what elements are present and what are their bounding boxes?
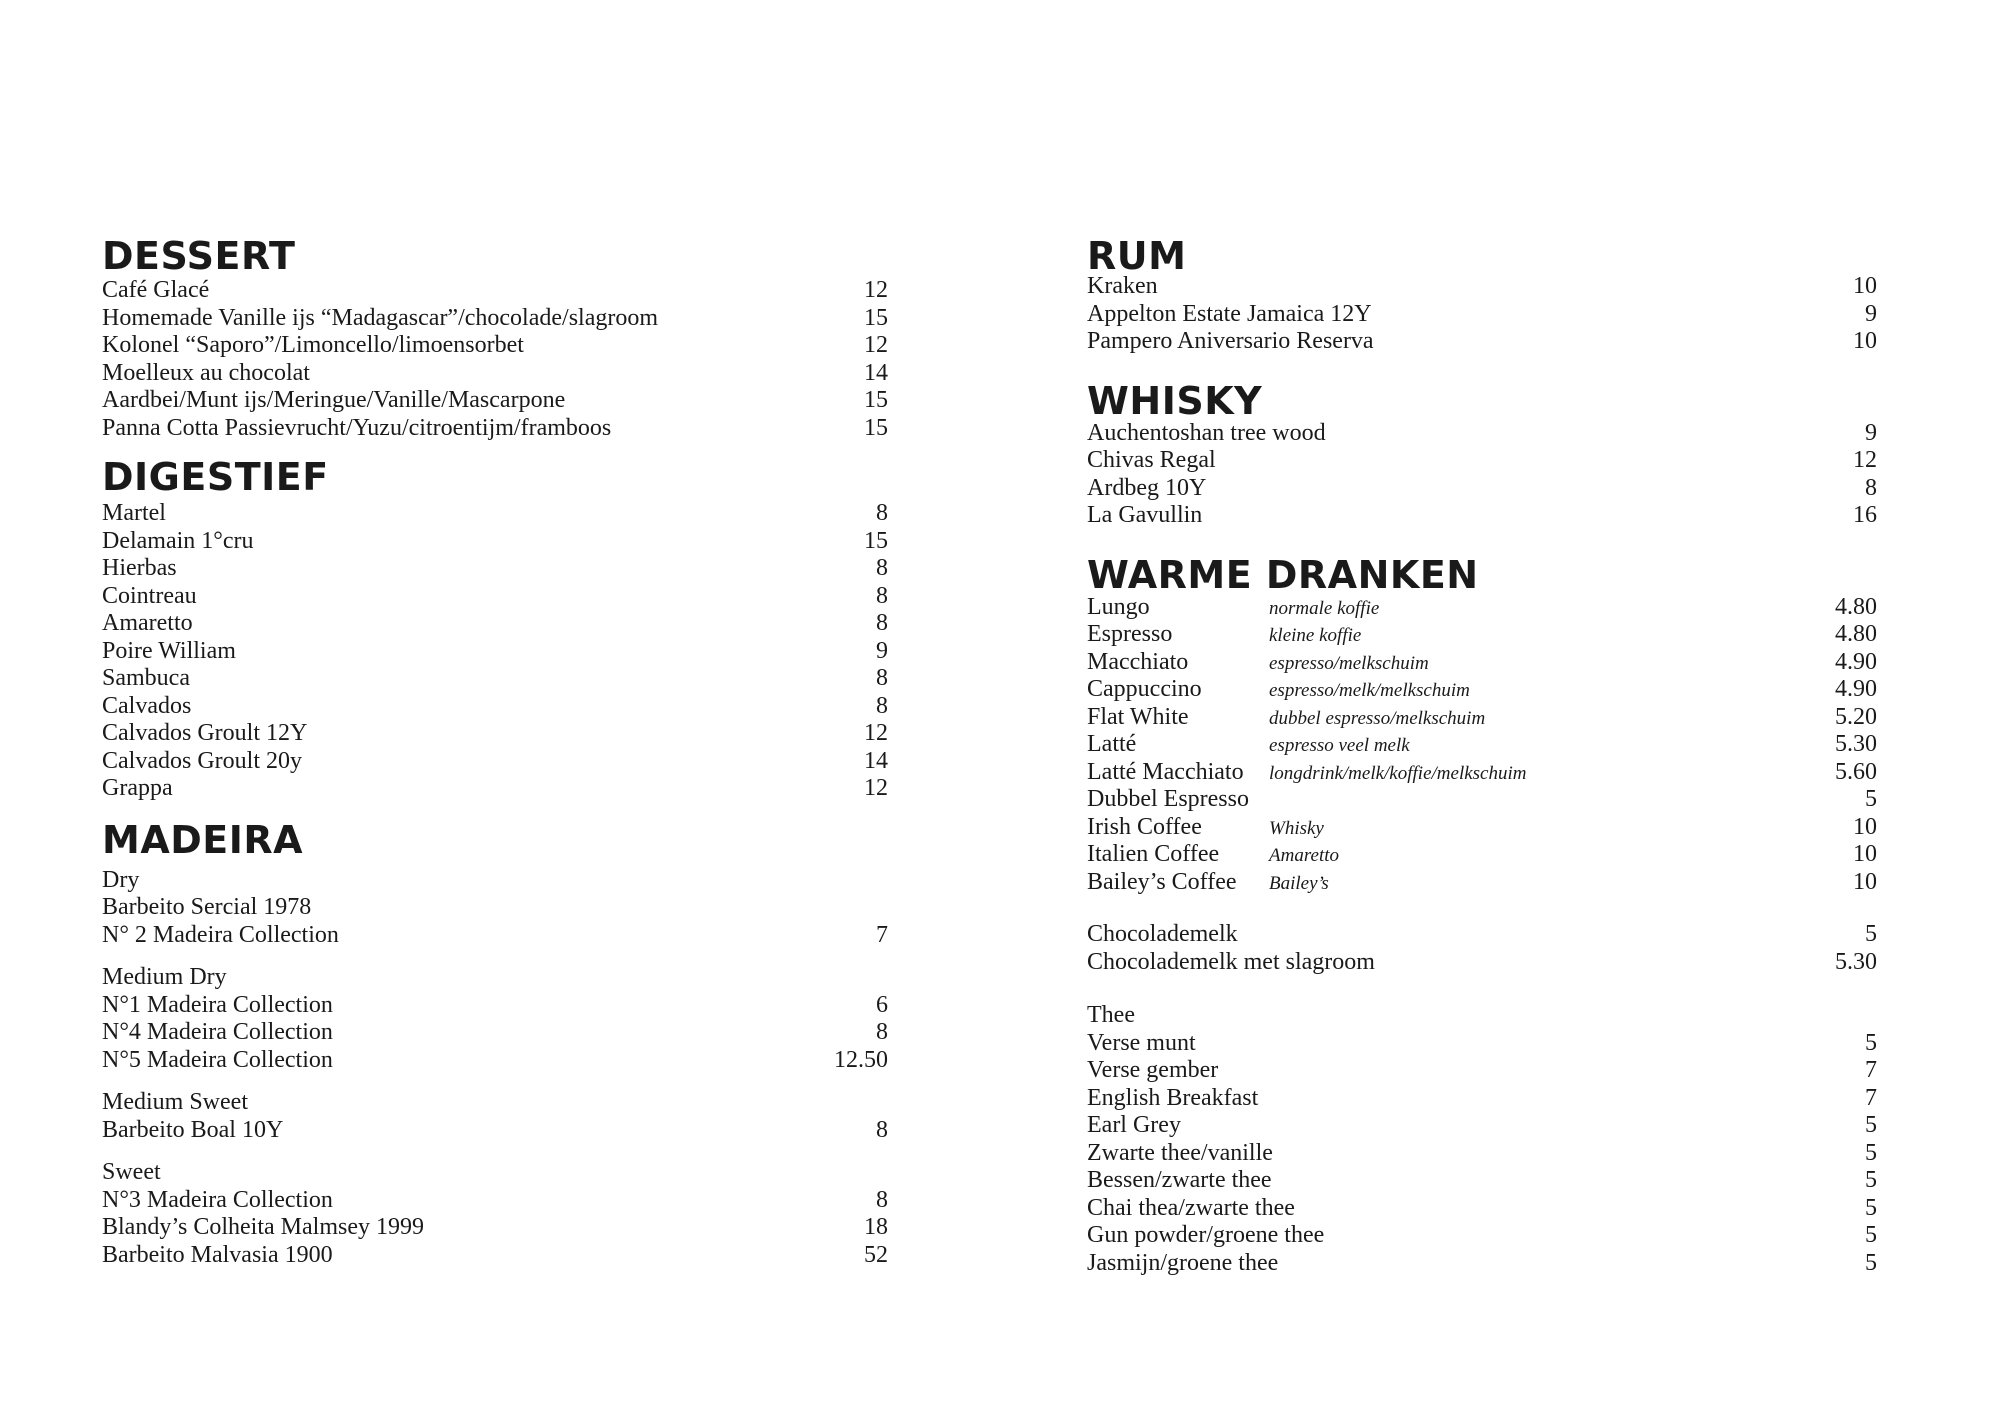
chocolate-list bbox=[1087, 921, 1877, 976]
menu-item: Italien Coffee Amaretto 10 bbox=[1087, 841, 1877, 867]
group-label: Medium Dry bbox=[102, 964, 227, 990]
menu-item: La Gavullin 16 bbox=[1087, 502, 1877, 528]
menu-item: Calvados 8 bbox=[102, 692, 888, 719]
menu-item: Sambuca 8 bbox=[102, 665, 888, 691]
menu-item: Chai thea/zwarte thee 5 bbox=[1087, 1194, 1877, 1221]
menu-item: N°4 Madeira Collection 8 bbox=[102, 1019, 888, 1045]
menu-item: Poire William 9 bbox=[102, 637, 888, 664]
section-digestief bbox=[102, 454, 888, 803]
menu-item: Zwarte thee/vanille 5 bbox=[1087, 1139, 1877, 1166]
menu-item: Chocolademelk met slagroom 5.30 bbox=[1087, 948, 1877, 975]
menu-item: Auchentoshan tree wood 9 bbox=[1087, 419, 1877, 446]
menu-item: Bailey’s Coffee Bailey’s 10 bbox=[1087, 868, 1877, 895]
right-column bbox=[1087, 233, 1877, 1277]
menu-item: Pampero Aniversario Reserva 10 bbox=[1087, 328, 1877, 354]
menu-item: Café Glacé 12 bbox=[102, 277, 888, 303]
menu-item: Moelleux au chocolat 14 bbox=[102, 359, 888, 386]
section-warme-dranken bbox=[1087, 552, 1877, 1278]
menu-item: Verse munt 5 bbox=[1087, 1029, 1877, 1056]
menu-item: Calvados Groult 20y 14 bbox=[102, 747, 888, 774]
madeira-group-medium-dry bbox=[102, 964, 888, 1074]
group-label: Thee bbox=[1087, 1002, 1135, 1028]
menu-item: Hierbas 8 bbox=[102, 555, 888, 581]
menu-item: Chivas Regal 12 bbox=[1087, 447, 1877, 473]
menu-item: Amaretto 8 bbox=[102, 610, 888, 636]
menu-item: Blandy’s Colheita Malmsey 1999 18 bbox=[102, 1214, 888, 1240]
menu-item: Earl Grey 5 bbox=[1087, 1112, 1877, 1138]
section-title: DESSERT bbox=[102, 234, 296, 278]
menu-item: Irish Coffee Whisky 10 bbox=[1087, 813, 1877, 840]
section-title: WHISKY bbox=[1087, 378, 1263, 423]
menu-item: Cappuccino espresso/melk/melkschuim 4.90 bbox=[1087, 676, 1877, 702]
section-title: WARME DRANKEN bbox=[1087, 552, 1479, 597]
menu-item: Verse gember 7 bbox=[1087, 1057, 1877, 1083]
menu-item: Panna Cotta Passievrucht/Yuzu/citroentijm/framboos 15 bbox=[102, 414, 888, 441]
menu-item: Latté Macchiato longdrink/melk/koffie/melkschuim 5.60 bbox=[1087, 758, 1877, 785]
tea-list bbox=[1087, 1002, 1877, 1277]
menu-item: Jasmijn/groene thee 5 bbox=[1087, 1249, 1877, 1276]
section-rum bbox=[1087, 233, 1877, 356]
group-label: Medium Sweet bbox=[102, 1089, 248, 1115]
menu-item: Barbeito Boal 10Y 8 bbox=[102, 1116, 888, 1143]
menu-item: N°3 Madeira Collection 8 bbox=[102, 1186, 888, 1213]
menu-item: Dubbel Espresso 5 bbox=[1087, 786, 1877, 812]
menu-item: Delamain 1°cru 15 bbox=[102, 527, 888, 554]
menu-item: N°5 Madeira Collection 12.50 bbox=[102, 1046, 888, 1073]
dessert-list bbox=[102, 277, 888, 442]
menu-item: Latté espresso veel melk 5.30 bbox=[1087, 731, 1877, 757]
menu-item: Espresso kleine koffie 4.80 bbox=[1087, 621, 1877, 647]
madeira-group-sweet bbox=[102, 1159, 888, 1269]
menu-item: Ardbeg 10Y 8 bbox=[1087, 474, 1877, 501]
menu-item: N°1 Madeira Collection 6 bbox=[102, 991, 888, 1018]
madeira-group-dry bbox=[102, 867, 888, 950]
menu-item: English Breakfast 7 bbox=[1087, 1084, 1877, 1111]
rum-list bbox=[1087, 273, 1877, 356]
menu-item: Bessen/zwarte thee 5 bbox=[1087, 1167, 1877, 1193]
menu-item: Aardbei/Munt ijs/Meringue/Vanille/Mascarpone 15 bbox=[102, 387, 888, 413]
menu-item: Kraken 10 bbox=[1087, 273, 1877, 299]
section-whisky bbox=[1087, 378, 1877, 530]
menu-item: N° 2 Madeira Collection 7 bbox=[102, 921, 888, 948]
group-label: Dry bbox=[102, 866, 140, 893]
menu-item: Grappa 12 bbox=[102, 775, 888, 801]
left-column bbox=[102, 233, 888, 1269]
menu-item: Homemade Vanille ijs “Madagascar”/chocolade/slagroom 15 bbox=[102, 304, 888, 331]
menu-item: Chocolademelk 5 bbox=[1087, 921, 1877, 947]
coffee-list bbox=[1087, 594, 1877, 897]
menu-item: Kolonel “Saporo”/Limoncello/limoensorbet 12 bbox=[102, 332, 888, 358]
menu-item: Calvados Groult 12Y 12 bbox=[102, 720, 888, 746]
menu-item: Barbeito Malvasia 1900 52 bbox=[102, 1241, 888, 1268]
menu-item: Appelton Estate Jamaica 12Y 9 bbox=[1087, 300, 1877, 327]
section-madeira bbox=[102, 817, 888, 1270]
section-title: RUM bbox=[1087, 234, 1187, 278]
group-label: Sweet bbox=[102, 1159, 161, 1185]
madeira-group-medium-sweet bbox=[102, 1089, 888, 1144]
section-title: DIGESTIEF bbox=[102, 455, 329, 499]
menu-item: Lungo normale koffie 4.80 bbox=[1087, 593, 1877, 620]
whisky-list bbox=[1087, 420, 1877, 530]
menu-item: Martel 8 bbox=[102, 500, 888, 526]
menu-item: Cointreau 8 bbox=[102, 582, 888, 609]
menu-item: Gun powder/groene thee 5 bbox=[1087, 1222, 1877, 1248]
menu-item: Macchiato espresso/melkschuim 4.90 bbox=[1087, 648, 1877, 675]
section-title: MADEIRA bbox=[102, 817, 304, 862]
menu-item: Barbeito Sercial 1978 bbox=[102, 894, 312, 920]
menu-item: Flat White dubbel espresso/melkschuim 5.20 bbox=[1087, 703, 1877, 730]
digestief-list bbox=[102, 500, 888, 803]
section-dessert bbox=[102, 233, 888, 442]
